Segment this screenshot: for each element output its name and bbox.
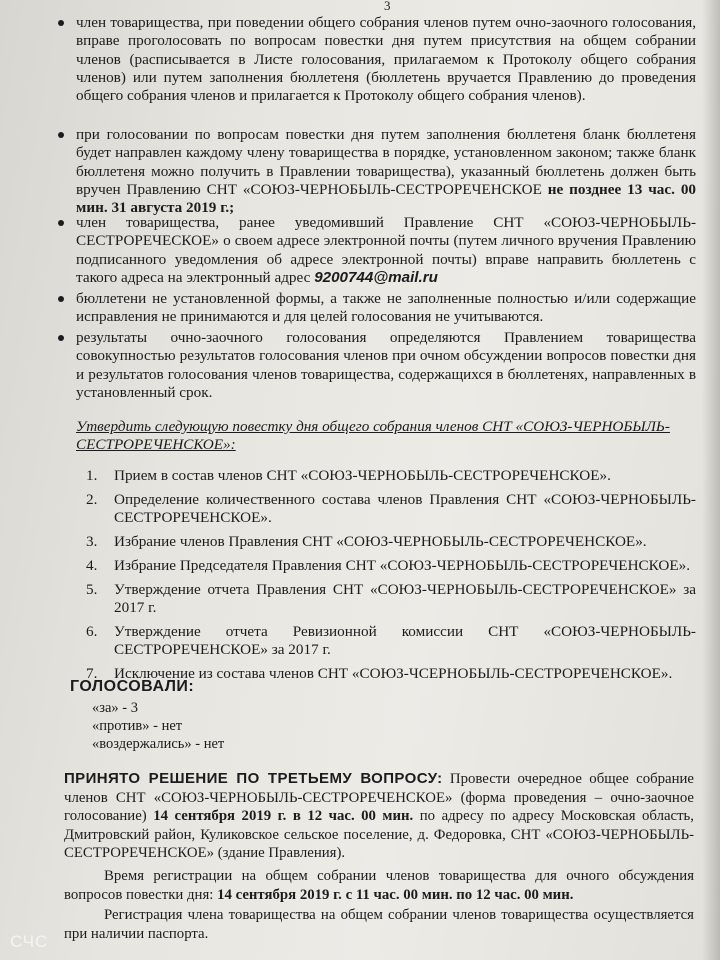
meeting-date: 14 сентября 2019 г. в 12 час. 00 мин. (153, 808, 414, 824)
agenda-list (86, 467, 696, 689)
bullet-item (56, 14, 696, 105)
watermark: СЧС (10, 932, 49, 951)
bullet-dot-icon (58, 296, 64, 302)
bullet-text: при голосовании по вопросам повестки дня путем заполнения бюллетеня бланк бюллетеня будет направлен каждому члену товарищества в порядке, установленном законом; также бланк бюллетеня можно получить в Правлении товарищества), указанный бюллетень должен быть вручен Правлению СНТ «СОЮЗ-ЧЕРНОБЫЛЬ-СЕСТРОРЕЧЕНСКОЕ не позднее 13 час. 00 мин. 31 августа 2019 г.; (76, 126, 697, 217)
email-address: 9200744@mail.ru (314, 268, 438, 286)
page-number: 3 (384, 0, 391, 13)
agenda-item: 2. Определение количественного состава членов Правления СНТ «СОЮЗ-ЧЕРНОБЫЛЬ-СЕСТРОРЕЧЕНСКОЕ». (86, 491, 696, 526)
agenda-item: 3. Избрание членов Правления СНТ «СОЮЗ-ЧЕРНОБЫЛЬ-СЕСТРОРЕЧЕНСКОЕ». (86, 533, 647, 550)
agenda-item: 6. Утверждение отчета Ревизионной комиссии СНТ «СОЮЗ-ЧЕРНОБЫЛЬ-СЕСТРОРЕЧЕНСКОЕ» за 2017 г. (86, 623, 696, 658)
bullet-text: результаты очно-заочного голосования определяются Правлением товарищества совокупностью результатов голосования членов при очном обсуждении вопросов повестки дня и результатов голосования членов товарищества, содержащихся в бюллетенях, направленных в установленный срок. (76, 329, 696, 401)
bullet-dot-icon (58, 132, 64, 138)
registration-time: 14 сентября 2019 г. с 11 час. 00 мин. по 12 час. 00 мин. (217, 886, 574, 903)
bullet-item (56, 126, 696, 217)
vote-abstain: «воздержались» - нет (92, 736, 225, 752)
decision-heading: ПРИНЯТО РЕШЕНИЕ ПО ТРЕТЬЕМУ ВОПРОСУ: (64, 770, 443, 787)
agenda-item: 5. Утверждение отчета Правления СНТ «СОЮЗ-ЧЕРНОБЫЛЬ-СЕСТРОРЕЧЕНСКОЕ» за 2017 г. (86, 581, 696, 616)
passport-paragraph: Регистрация члена товарищества на общем собрании членов товарищества осуществляется при наличии паспорта. (64, 907, 694, 942)
bullet-text: член товарищества, при поведении общего собрания членов путем очно-заочного голосования, вправе проголосовать по вопросам повестки дня путем присутствия на общем собрании членов (расписывается в Листе голосования, прилагаемом к Протоколу общего собрания членов) или путем заполнения бюллетеня (бюллетень вручается Правлению до проведения общего собрания членов и прилагается к Протоколу общего собрания членов). (76, 14, 696, 105)
bullet-dot-icon (58, 335, 64, 341)
bullet-text: бюллетени не установленной формы, а также не заполненные полностью и/или содержащие исправления не принимаются и для целей голосования не учитываются. (76, 290, 696, 326)
photo-edge-shadow (702, 0, 720, 960)
agenda-item: 7. Исключение из состава членов СНТ «СОЮЗ-ЧСЕРНОБЫЛЬ-СЕСТРОРЕЧЕНСКОЕ». (86, 665, 673, 682)
bullet-dot-icon (58, 20, 64, 26)
bullet-text: член товарищества, ранее уведомивший Правление СНТ «СОЮЗ-ЧЕРНОБЫЛЬ-СЕСТРОРЕЧЕСКОЕ» о своем адресе электронной почты (путем личного вручения Правлению подписанного уведомления об адресе электронной почты) вправе направить бюллетень с такого адреса на электронный адрес 9200744@mail.ru (76, 214, 696, 286)
deadline-bold: не позднее 13 час. 00 мин. 31 августа 2019 г.; (76, 180, 697, 217)
decision-paragraph: ПРИНЯТО РЕШЕНИЕ ПО ТРЕТЬЕМУ ВОПРОСУ: Провести очередное общее собрание членов СНТ «СОЮЗ-ЧЕРНОБЫЛЬ-СЕСТРОРЕЧЕНСКОЕ» (форма проведения – очно-заочное голосование) 14 сентября 2019 г. в 12 час. 00 мин. по адресу по адресу Московская область, Дмитровский район, Куликовское сельское поселение, д. Федоровка, СНТ «СОЮЗ-ЧЕРНОБЫЛЬ-СЕСТРОРЕЧЕНСКОЕ» (здание Правления). (64, 770, 695, 861)
bullet-dot-icon (58, 220, 64, 226)
agenda-heading: Утвердить следующую повестку дня общего собрания членов СНТ «СОЮЗ-ЧЕРНОБЫЛЬ-СЕСТРОРЕЧЕНСКОЕ»: (76, 418, 670, 453)
registration-paragraph: Время регистрации на общем собрании членов товарищества для очного обсуждения вопросов повестки дня: 14 сентября 2019 г. с 11 час. 00 мин. по 12 час. 00 мин. (64, 868, 694, 903)
vote-against: «против» - нет (92, 718, 183, 734)
agenda-item: 1. Прием в состав членов СНТ «СОЮЗ-ЧЕРНОБЫЛЬ-СЕСТРОРЕЧЕНСКОЕ». (86, 467, 611, 484)
document-page (56, 0, 696, 960)
bullet-item (56, 329, 696, 402)
vote-for: «за» - 3 (92, 700, 138, 716)
bullet-item (56, 290, 696, 327)
voted-heading: ГОЛОСОВАЛИ: (70, 678, 195, 695)
bullet-item (56, 214, 696, 287)
agenda-item: 4. Избрание Председателя Правления СНТ «СОЮЗ-ЧЕРНОБЫЛЬ-СЕСТРОРЕЧЕНСКОЕ». (86, 557, 691, 574)
